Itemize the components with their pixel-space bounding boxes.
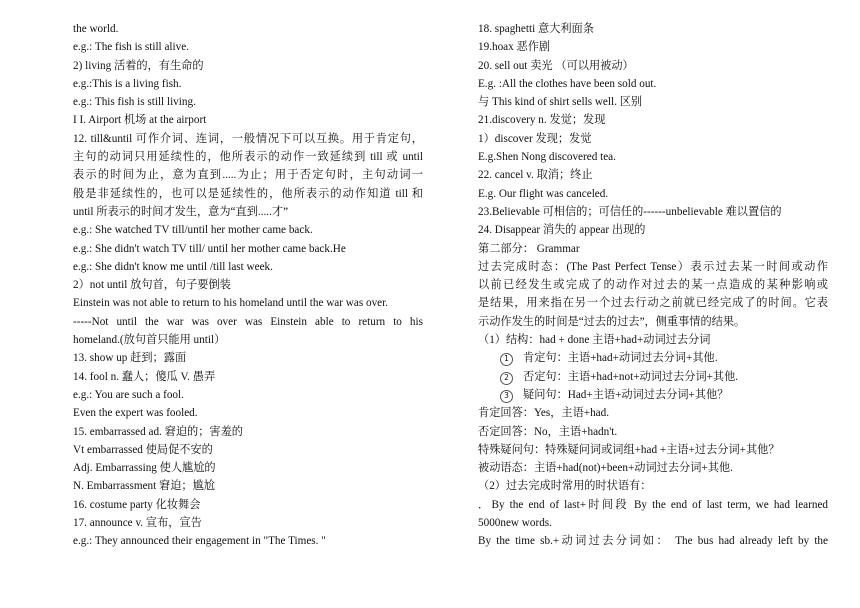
line-text: 5000new words. <box>478 517 552 530</box>
text-line <box>73 423 423 441</box>
text-line <box>73 93 423 111</box>
text-line <box>73 258 423 276</box>
line-text: 17. announce v. 宣布，宣告 <box>73 517 202 530</box>
line-text: 示动作发生的时间是“过去的过去”，侧重事情的结果。 <box>478 315 746 328</box>
line-text: 24. Disappear 消失的 appear 出现的 <box>478 224 646 237</box>
line-text: 以前已经发生或完成了的动作对过去的某一点造成的某种影响或 <box>478 279 828 292</box>
line-text: ．By the end of last+时间段 By the end of last term, we had learned <box>478 498 828 511</box>
line-text: 被动语态：主语+had(not)+been+动词过去分词+其他. <box>478 462 733 475</box>
line-text: （2）过去完成时常用的时状语有： <box>478 480 652 493</box>
text-line <box>73 532 423 550</box>
line-text: 23.Believable 可相信的；可信任的------unbelievable 难以置信的 <box>478 205 782 218</box>
line-text: 20. sell out 卖光 （可以用被动） <box>478 59 634 72</box>
text-line <box>478 38 828 56</box>
text-line <box>73 459 423 477</box>
line-text: 否定句：主语+had+not+动词过去分词+其他. <box>523 370 739 383</box>
line-text: 否定回答：No，主语+hadn't. <box>478 425 618 438</box>
left-column <box>73 20 423 551</box>
text-line <box>478 532 828 550</box>
list-marker: 2 <box>500 372 513 385</box>
line-text: 表示的时间为止，意为直到.....为止；用于否定句时，主句动词一 <box>73 169 423 182</box>
text-line <box>73 349 423 367</box>
line-text: （1）结构：had + done 主语+had+动词过去分词 <box>478 334 711 347</box>
text-line <box>73 148 423 166</box>
text-line <box>73 20 423 38</box>
text-line <box>478 57 828 75</box>
text-line <box>73 111 423 129</box>
line-text: Vt embarrassed 使局促不安的 <box>73 443 213 456</box>
line-text: E.g.Shen Nong discovered tea. <box>478 151 616 164</box>
text-line <box>73 386 423 404</box>
text-line <box>478 185 828 203</box>
list-marker: 3 <box>500 390 513 403</box>
line-text: Adj. Embarrassing 使人尴尬的 <box>73 462 216 475</box>
text-line <box>73 38 423 56</box>
line-text: e.g.:This is a living fish. <box>73 77 182 90</box>
text-line <box>478 386 828 404</box>
text-line <box>73 294 423 312</box>
text-line <box>478 166 828 184</box>
text-line <box>73 221 423 239</box>
text-line <box>478 349 828 367</box>
text-line <box>73 130 423 148</box>
text-line <box>73 313 423 331</box>
line-text: 2) living 活着的，有生命的 <box>73 59 204 72</box>
line-text: 般是非延续性的，也可以是延续性的，他所表示的动作知道 till 和 <box>73 187 423 200</box>
line-text: 1）discover 发现；发觉 <box>478 132 592 145</box>
right-column <box>478 20 828 551</box>
text-line <box>73 75 423 93</box>
text-line <box>478 496 828 514</box>
text-line <box>478 368 828 386</box>
text-line <box>478 258 828 276</box>
line-text: 疑问句：Had+主语+动词过去分词+其他？ <box>523 388 729 401</box>
line-text: 16. costume party 化妆舞会 <box>73 498 201 511</box>
text-line <box>478 276 828 294</box>
text-line <box>73 57 423 75</box>
text-line <box>478 111 828 129</box>
line-text: E.g. :All the clothes have been sold out. <box>478 77 657 90</box>
text-line <box>478 203 828 221</box>
line-text: e.g.: She watched TV till/until her mother came back. <box>73 224 313 237</box>
text-line <box>478 331 828 349</box>
line-text: 21.discovery n. 发觉；发现 <box>478 114 606 127</box>
text-line <box>73 514 423 532</box>
line-text: -----Not until the war was over was Einstein able to return to his <box>73 315 423 328</box>
text-line <box>478 148 828 166</box>
line-text: 是结果，用来指在另一个过去行动之前就已经完成了的时间。它表 <box>478 297 828 310</box>
line-text: 特殊疑问句：特殊疑问词或词组+had +主语+过去分词+其他？ <box>478 443 780 456</box>
text-line <box>73 441 423 459</box>
line-text: e.g.: She didn't watch TV till/ until her mother came back.He <box>73 242 346 255</box>
text-line <box>73 166 423 184</box>
text-line <box>478 477 828 495</box>
text-line <box>478 93 828 111</box>
line-text: 与 This kind of shirt sells well. 区别 <box>478 96 643 109</box>
line-text: 肯定回答：Yes，主语+had. <box>478 407 610 420</box>
line-text: e.g.: You are such a fool. <box>73 388 184 401</box>
text-line <box>478 313 828 331</box>
line-text: N. Embarrassment 窘迫；尴尬 <box>73 480 215 493</box>
text-line <box>478 130 828 148</box>
text-line <box>478 20 828 38</box>
text-line <box>478 75 828 93</box>
line-text: 19.hoax 恶作剧 <box>478 41 551 54</box>
text-line <box>478 294 828 312</box>
line-text: 过去完成时态：(The Past Perfect Tense）表示过去某一时间或动作 <box>478 260 828 273</box>
line-text: 13. show up 赶到；露面 <box>73 352 187 365</box>
line-text: I I. Airport 机场 at the airport <box>73 114 207 127</box>
line-text: Einstein was not able to return to his homeland until the war was over. <box>73 297 389 310</box>
text-line <box>478 423 828 441</box>
line-text: E.g. Our flight was canceled. <box>478 187 609 200</box>
line-text: 肯定句：主语+had+动词过去分词+其他. <box>523 352 718 365</box>
line-text: the world. <box>73 23 119 35</box>
text-line <box>73 368 423 386</box>
text-line <box>478 240 828 258</box>
line-text: 主句的动词只用延续性的，他所表示的动作一致延续到 till 或 until <box>73 151 423 164</box>
text-line <box>478 441 828 459</box>
line-text: 22. cancel v. 取消；终止 <box>478 169 593 182</box>
line-text: e.g.: The fish is still alive. <box>73 41 190 54</box>
text-line <box>478 514 828 532</box>
line-text: 第二部分： Grammar <box>478 242 580 255</box>
line-text: 15. embarrassed ad. 窘迫的；害羞的 <box>73 425 243 438</box>
list-marker: 1 <box>500 353 513 366</box>
text-line <box>73 185 423 203</box>
line-text: until 所表示的时间才发生，意为“直到.....才” <box>73 205 289 218</box>
text-line <box>478 459 828 477</box>
text-line <box>73 404 423 422</box>
text-line <box>73 477 423 495</box>
text-line <box>478 404 828 422</box>
line-text: 14. fool n. 蠢人；傻瓜 V. 愚弄 <box>73 370 216 383</box>
text-line <box>73 276 423 294</box>
text-line <box>73 496 423 514</box>
line-text: 18. spaghetti 意大利面条 <box>478 23 594 35</box>
text-line <box>478 221 828 239</box>
line-text: homeland.(放句首只能用 until） <box>73 334 226 347</box>
line-text: e.g.: She didn't know me until /till last week. <box>73 260 273 273</box>
line-text: 2）not until 放句首，句子要倒装 <box>73 279 231 292</box>
line-text: By the time sb.+动词过去分词如： The bus had already left by the <box>478 535 828 548</box>
line-text: e.g.: They announced their engagement in "The Times. " <box>73 535 326 548</box>
text-line <box>73 331 423 349</box>
line-text: e.g.: This fish is still living. <box>73 96 196 109</box>
text-line <box>73 240 423 258</box>
line-text: Even the expert was fooled. <box>73 407 198 420</box>
line-text: 12. till&until 可作介词、连词，一般情况下可以互换。用于肯定句， <box>73 132 423 145</box>
text-line <box>73 203 423 221</box>
